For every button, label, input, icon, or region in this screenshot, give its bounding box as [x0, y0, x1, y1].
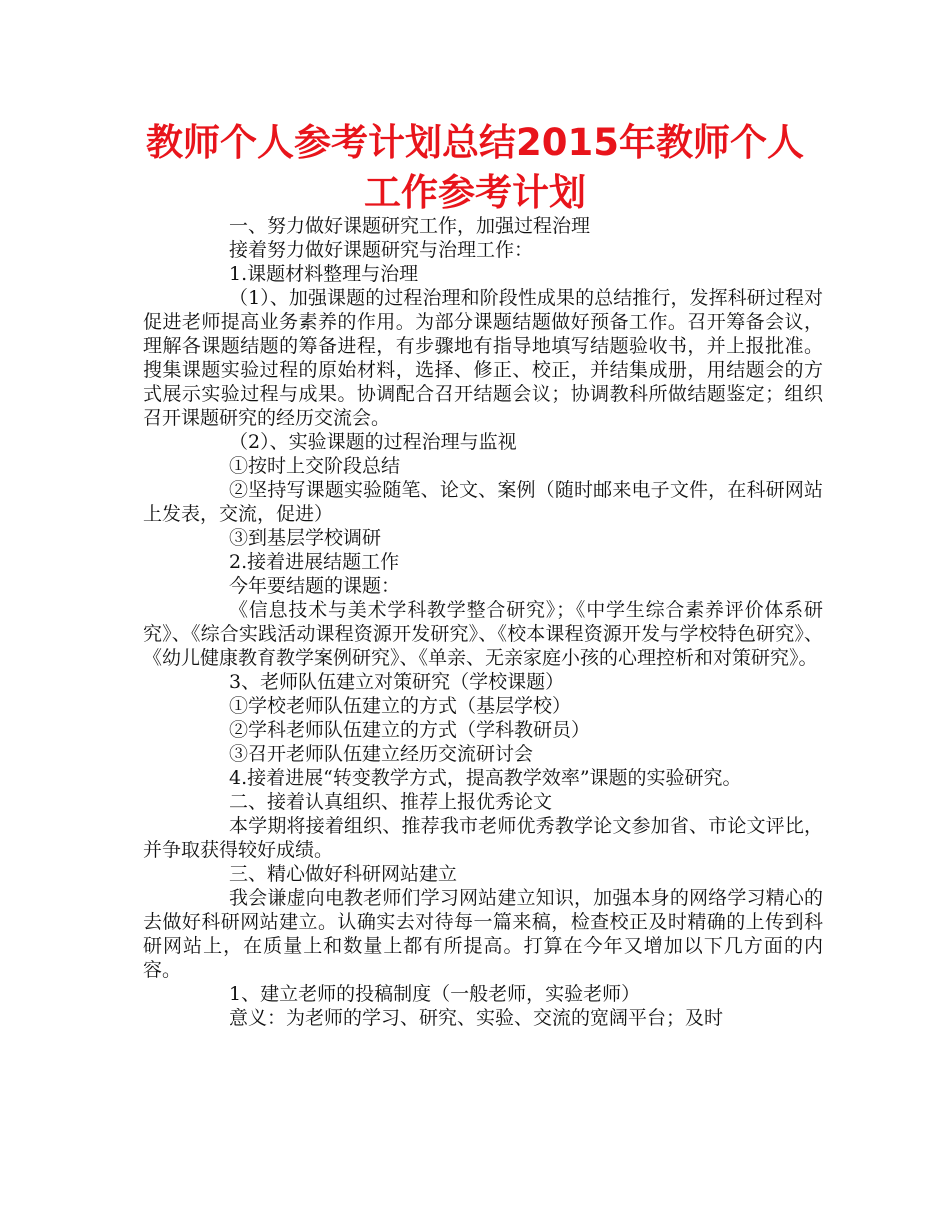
- document-body: [143, 214, 823, 1030]
- document-title: 教师个人参考计划总结2015年教师个人工作参考计划: [146, 121, 804, 214]
- paragraph: 《信息技术与美术学科教学整合研究》；《中学生综合素养评价体系研究》、《综合实践活动课程资源开发研究》、《校本课程资源开发与学校特色研究》、《幼儿健康教育教学案例研究》、《单亲、无亲家庭小孩的心理控析和对策研究》。: [143, 599, 823, 669]
- paragraph: ③召开老师队伍建立经历交流研讨会: [229, 743, 534, 765]
- paragraph: 我会谦虚向电教老师们学习网站建立知识，加强本身的网络学习精心的去做好科研网站建立。认确实去对待每一篇来稿，检查校正及时精确的上传到科研网站上，在质量上和数量上都有所提高。打算在今年又增加以下几方面的内容。: [143, 887, 823, 981]
- paragraph: （2）、实验课题的过程治理与监视: [229, 431, 517, 453]
- paragraph: 1、建立老师的投稿制度（一般老师，实验老师）: [229, 983, 641, 1005]
- paragraph: ③到基层学校调研: [229, 527, 382, 549]
- paragraph: 三、精心做好科研网站建立: [229, 863, 458, 885]
- paragraph: 4.接着进展“转变教学方式，提高教学效率”课题的实验研究。: [229, 767, 742, 789]
- paragraph: 接着努力做好课题研究与治理工作：: [229, 239, 534, 261]
- paragraph: ②坚持写课题实验随笔、论文、案例（随时邮来电子文件，在科研网站上发表，交流，促进）: [143, 479, 823, 525]
- paragraph: 今年要结题的课题：: [229, 575, 401, 597]
- paragraph: 一、努力做好课题研究工作，加强过程治理: [229, 215, 591, 237]
- paragraph: 3、老师队伍建立对策研究（学校课题）: [229, 671, 565, 693]
- paragraph: 2.接着进展结题工作: [229, 551, 400, 573]
- paragraph: 意义：为老师的学习、研究、实验、交流的宽阔平台；及时: [229, 1007, 724, 1029]
- paragraph: ①按时上交阶段总结: [229, 455, 401, 477]
- paragraph: 二、接着认真组织、推荐上报优秀论文: [229, 791, 553, 813]
- paragraph: （1）、加强课题的过程治理和阶段性成果的总结推行，发挥科研过程对促进老师提高业务素养的作用。为部分课题结题做好预备工作。召开筹备会议，理解各课题结题的筹备进程，有步骤地有指导地填写结题验收书，并上报批准。搜集课题实验过程的原始材料，选择、修正、校正，并结集成册，用结题会的方式展示实验过程与成果。协调配合召开结题会议；协调教科所做结题鉴定；组织召开课题研究的经历交流会。: [143, 287, 823, 429]
- paragraph: ①学校老师队伍建立的方式（基层学校）: [229, 695, 572, 717]
- paragraph: 1.课题材料整理与治理: [229, 263, 419, 285]
- paragraph: 本学期将接着组织、推荐我市老师优秀教学论文参加省、市论文评比，并争取获得较好成绩。: [143, 815, 823, 861]
- paragraph: ②学科老师队伍建立的方式（学科教研员）: [229, 719, 591, 741]
